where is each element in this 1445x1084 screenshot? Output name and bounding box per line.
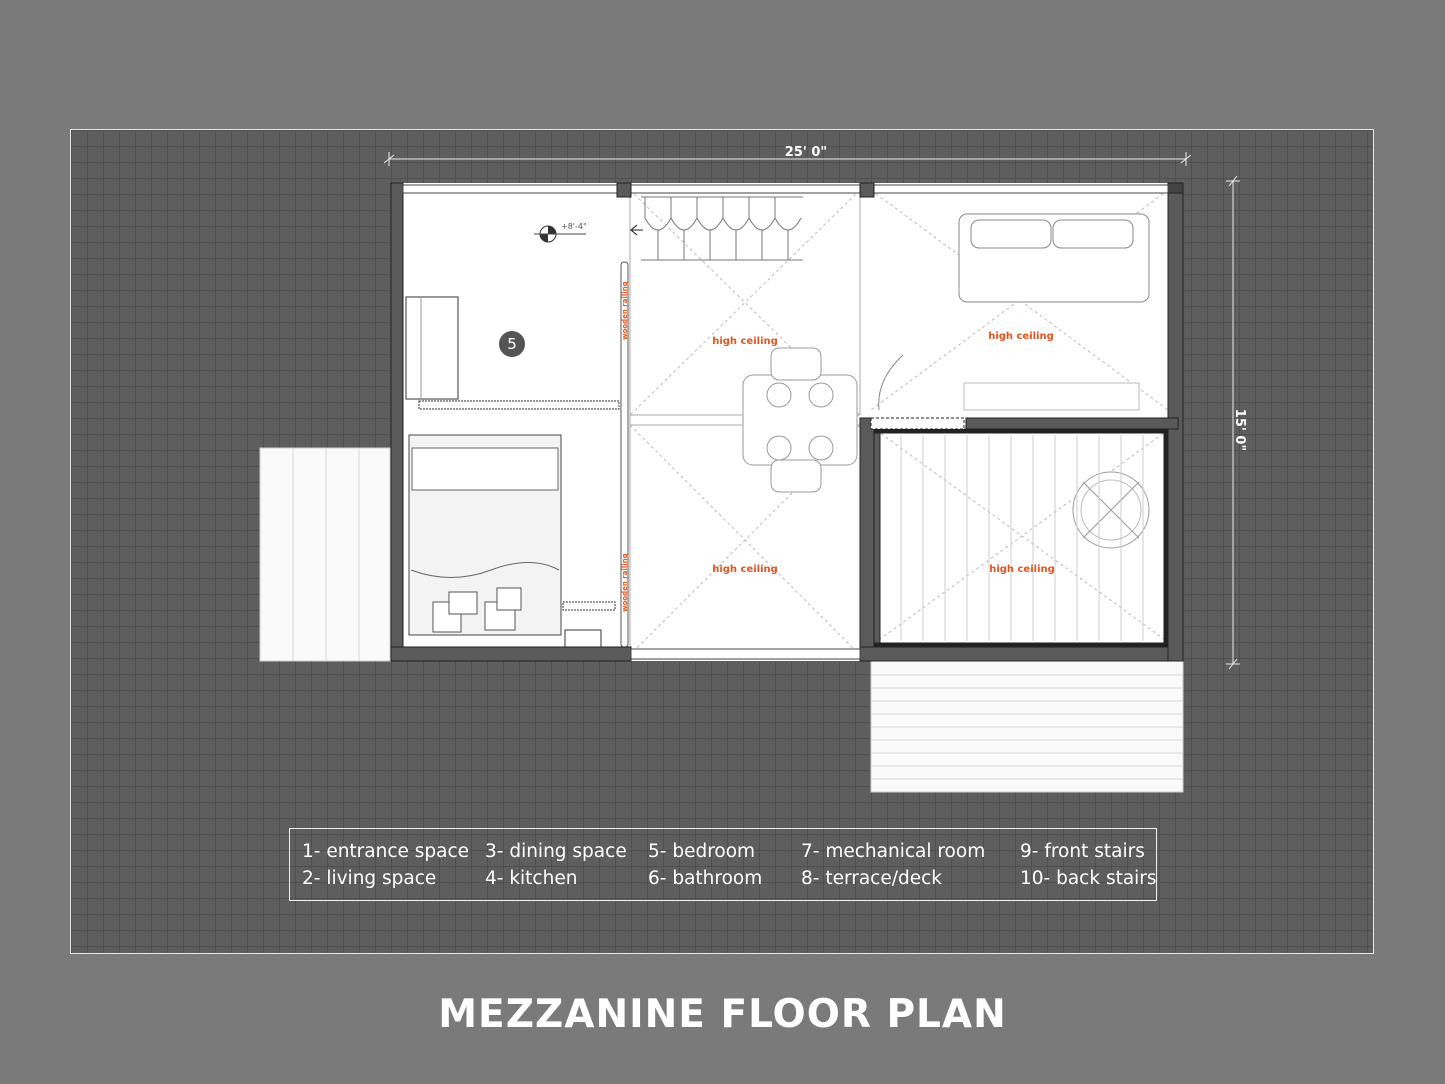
legend-item: 8- terrace/deck xyxy=(801,868,942,889)
railing-label-2: wooden railing xyxy=(621,553,629,612)
spiral-stair xyxy=(1073,472,1149,548)
drawing-frame xyxy=(70,129,1374,954)
legend-item: 7- mechanical room xyxy=(801,841,986,862)
width-dimension-label: 25' 0" xyxy=(784,145,828,160)
legend-item: 1- entrance space xyxy=(302,841,470,862)
left-deck xyxy=(260,448,390,661)
room-number: 5 xyxy=(507,335,517,353)
ceiling-label-4: high ceiling xyxy=(989,564,1055,575)
wardrobe xyxy=(406,297,458,399)
legend-item: 9- front stairs xyxy=(1020,841,1145,862)
legend-item: 3- dining space xyxy=(485,841,627,862)
legend-item: 5- bedroom xyxy=(648,841,756,862)
legend-item: 2- living space xyxy=(302,868,437,889)
kitchen-counter xyxy=(964,383,1139,410)
legend-item: 6- bathroom xyxy=(648,868,763,889)
legend-item: 10- back stairs xyxy=(1020,868,1157,889)
level-label: +8'-4" xyxy=(561,222,587,231)
depth-dimension-label: 15' 0" xyxy=(1232,408,1247,452)
ceiling-label-3: high ceiling xyxy=(712,564,778,575)
bed xyxy=(409,435,561,635)
ceiling-label-2: high ceiling xyxy=(988,331,1054,342)
railing-label-1: wooden railing xyxy=(621,281,629,340)
legend xyxy=(289,828,1157,901)
plan-title: MEZZANINE FLOOR PLAN xyxy=(438,992,1007,1037)
legend-item: 4- kitchen xyxy=(485,868,578,889)
ceiling-label-1: high ceiling xyxy=(712,336,778,347)
top-window xyxy=(403,185,1168,193)
back-stairs xyxy=(871,661,1183,792)
